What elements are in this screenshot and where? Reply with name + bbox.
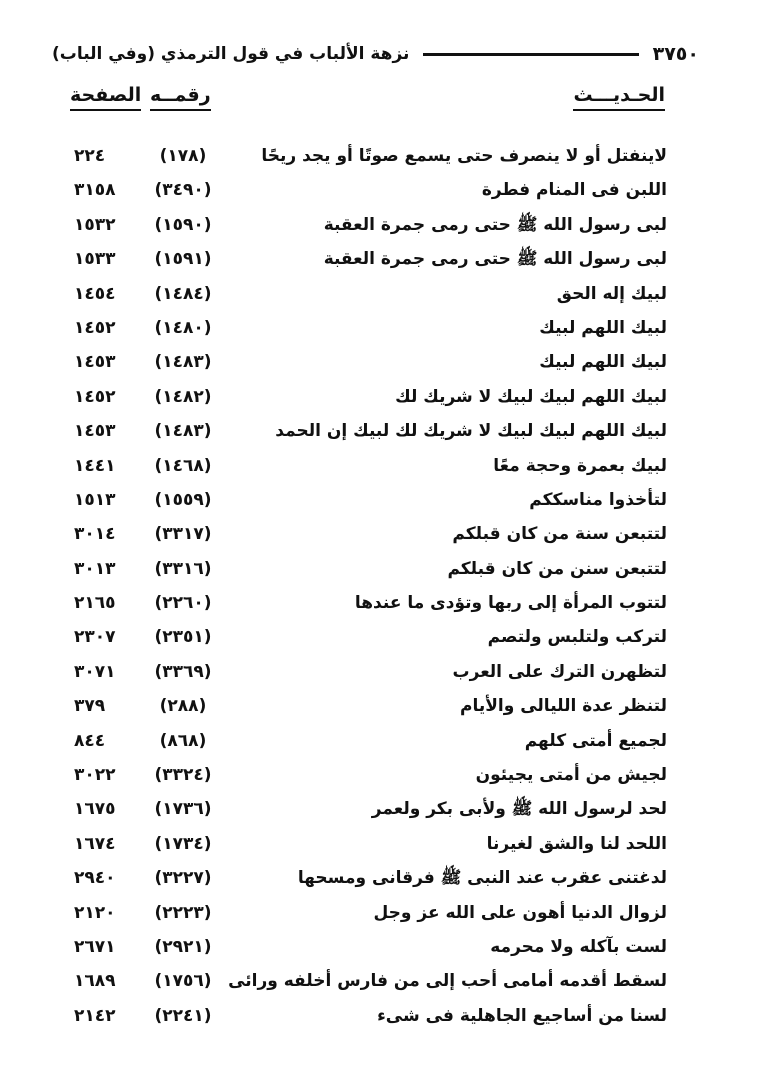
hadith-number: (١٧٣٤) [154, 833, 212, 854]
hadith-text: لتركب ولتلبس ولتصم [487, 627, 667, 648]
hadith-number: (٨٦٨) [159, 730, 207, 751]
hadith-text: لتظهرن الترك على العرب [452, 661, 667, 682]
hadith-text: لست بآكله ولا محرمه [490, 936, 667, 957]
hadith-text: لتنظر عدة الليالى والأيام [460, 696, 667, 717]
hadith-text: لبيك اللهم لبيك لبيك لا شريك لك لبيك إن الحمد [275, 421, 667, 442]
page-reference: ٣٧٩ [74, 696, 106, 717]
page-reference: ٢٦٧١ [74, 936, 116, 957]
index-row [74, 415, 667, 449]
hadith-text: لزوال الدنيا أهون على الله عز وجل [373, 902, 667, 923]
hadith-number: (١٧٨) [159, 146, 207, 166]
index-row [74, 140, 667, 174]
hadith-number: (١٤٨٣) [154, 352, 212, 373]
hadith-text: لبى رسول الله ﷺ حتى رمى جمرة العقبة [323, 214, 667, 235]
hadith-number: (١٤٨٤) [154, 283, 212, 304]
hadith-number: (٣٣٢٤) [154, 765, 212, 786]
hadith-text: لبيك اللهم لبيك [539, 352, 667, 373]
hadith-number: (١٥٩٠) [154, 214, 212, 235]
index-row [74, 759, 667, 793]
index-row [74, 897, 667, 931]
index-row [74, 450, 667, 484]
hadith-number: (٢٢٢٣) [154, 902, 212, 923]
page-reference: ١٥٣٢ [74, 214, 116, 235]
hadith-text: لجميع أمتى كلهم [524, 730, 667, 751]
page-reference: ٢٩٤٠ [74, 868, 116, 889]
index-row [74, 312, 667, 346]
hadith-text: لجيش من أمتى يجيئون [475, 765, 667, 786]
hadith-number: (١٤٨٢) [154, 386, 212, 407]
hadith-text: لاينفتل أو لا ينصرف حتى يسمع صوتًا أو يجد ريحًا [261, 146, 667, 166]
index-row [74, 725, 667, 759]
page-reference: ٨٤٤ [74, 730, 106, 751]
index-row [74, 346, 667, 380]
hadith-text: لتتوب المرأة إلى ربها وتؤدى ما عندها [354, 593, 667, 614]
hadith-number: (٢٣٥١) [154, 627, 212, 648]
running-header [52, 36, 699, 72]
column-header-page: الصفحة [70, 84, 141, 111]
hadith-number: (٣٣١٦) [154, 558, 212, 579]
hadith-number: (١٧٣٦) [154, 799, 212, 820]
page-reference: ١٦٧٤ [74, 833, 116, 854]
page-reference: ٣٠١٣ [74, 558, 116, 579]
index-row [74, 174, 667, 208]
page-reference: ١٥٣٣ [74, 249, 116, 270]
page-reference: ١٦٧٥ [74, 799, 116, 820]
hadith-number: (٣٣٦٩) [154, 661, 212, 682]
page-reference: ٢١٢٠ [74, 902, 116, 923]
index-row [74, 278, 667, 312]
hadith-text: لبيك اللهم لبيك [539, 317, 667, 338]
page-reference: ١٤٥٢ [74, 386, 116, 407]
index-row [74, 381, 667, 415]
page-reference: ١٤٥٤ [74, 283, 116, 304]
page-reference: ١٤٥٢ [74, 317, 116, 338]
hadith-text: لبى رسول الله ﷺ حتى رمى جمرة العقبة [323, 249, 667, 270]
hadith-number: (٣٤٩٠) [154, 180, 212, 201]
hadith-text: لتتبعن سنن من كان قبلكم [447, 558, 667, 579]
index-row [74, 862, 667, 896]
index-row [74, 243, 667, 277]
hadith-number: (١٧٥٦) [154, 971, 212, 992]
hadith-text: لتتبعن سنة من كان قبلكم [452, 524, 667, 545]
page-reference: ١٤٥٣ [74, 352, 116, 373]
page-reference: ٢٣٠٧ [74, 627, 116, 648]
hadith-text: لبيك إله الحق [556, 283, 667, 304]
index-row [74, 793, 667, 827]
hadith-number: (٢٢٤١) [154, 1005, 212, 1026]
hadith-number: (١٥٩١) [154, 249, 212, 270]
hadith-number: (١٤٨٣) [154, 421, 212, 442]
column-headers [70, 84, 665, 114]
page-number: ٣٧٥٠ [652, 43, 699, 65]
hadith-text: لسقط أقدمه أمامى أحب إلى من فارس أخلفه ورائى [228, 971, 667, 992]
hadith-number: (١٥٥٩) [154, 489, 212, 510]
page-reference: ٣٠٧١ [74, 661, 116, 682]
header-rule [423, 53, 638, 56]
page-reference: ٣٠١٤ [74, 524, 116, 545]
column-header-number: رقمــه [150, 84, 211, 111]
hadith-text: لسنا من أساجيع الجاهلية فى شىء [377, 1005, 667, 1026]
index-row [74, 1000, 667, 1034]
hadith-number: (٣٢٢٧) [154, 868, 212, 889]
page-reference: ١٤٥٣ [74, 421, 116, 442]
index-row [74, 518, 667, 552]
index-row [74, 209, 667, 243]
page-reference: ٣١٥٨ [74, 180, 116, 201]
page-reference: ٣٠٢٢ [74, 765, 116, 786]
hadith-text: لدغتنى عقرب عند النبى ﷺ فرقانى ومسحها [297, 868, 667, 889]
page-reference: ٢١٦٥ [74, 593, 116, 614]
book-title: نزهة الألباب في قول الترمذي (وفي الباب) [52, 44, 410, 64]
page-reference: ١٦٨٩ [74, 971, 116, 992]
index-list [74, 140, 667, 1034]
index-row [74, 965, 667, 999]
hadith-text: لبيك بعمرة وحجة معًا [493, 455, 667, 476]
index-row [74, 621, 667, 655]
index-row [74, 828, 667, 862]
page-reference: ١٤٤١ [74, 455, 116, 476]
column-header-hadith: الحـديـــث [573, 84, 665, 111]
index-row [74, 553, 667, 587]
hadith-text: اللبن فى المنام فطرة [481, 180, 667, 201]
page-reference: ٢١٤٢ [74, 1005, 116, 1026]
hadith-text: لبيك اللهم لبيك لبيك لا شريك لك [395, 386, 667, 407]
index-row [74, 484, 667, 518]
hadith-text: لتأخذوا مناسككم [529, 489, 667, 510]
page-reference: ١٥١٣ [74, 489, 116, 510]
hadith-text: اللحد لنا والشق لغيرنا [486, 833, 667, 854]
hadith-number: (١٤٨٠) [154, 317, 212, 338]
hadith-number: (٢٩٢١) [154, 936, 212, 957]
index-row [74, 656, 667, 690]
index-row [74, 690, 667, 724]
index-row [74, 587, 667, 621]
index-row [74, 931, 667, 965]
hadith-number: (٢٨٨) [159, 696, 207, 717]
hadith-number: (٢٢٦٠) [154, 593, 212, 614]
hadith-number: (٣٣١٧) [154, 524, 212, 545]
hadith-number: (١٤٦٨) [154, 455, 212, 476]
hadith-text: لحد لرسول الله ﷺ ولأبى بكر ولعمر [371, 799, 667, 820]
page-reference: ٢٢٤ [74, 146, 106, 166]
